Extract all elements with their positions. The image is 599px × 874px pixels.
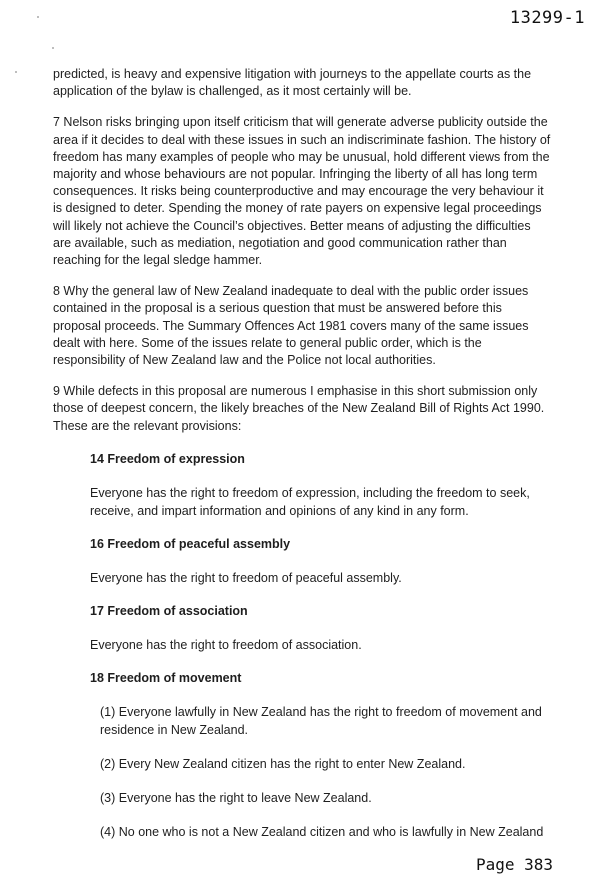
paragraph-8: 8 Why the general law of New Zealand inadequate to deal with the public order issues contained in the proposal is a serious question that must be answered before this proposal proceeds. The Summary Offences Act 1981 covers many of the same issues dealt with here. Some of the issues relate to general public order, which is the responsibility of New Zealand law and the Police not local authorities.	[53, 284, 529, 368]
scan-speck	[52, 47, 54, 49]
section-18-heading: 18 Freedom of movement	[90, 670, 242, 685]
section-18-clause-2: (2) Every New Zealand citizen has the right to enter New Zealand.	[100, 756, 466, 771]
scan-speck	[37, 16, 39, 18]
section-16-text: Everyone has the right to freedom of peaceful assembly.	[90, 570, 402, 585]
paragraph-continued: predicted, is heavy and expensive litigation with journeys to the appellate courts as the application of the bylaw is challenged, as it most certainly will be.	[53, 67, 532, 99]
section-14-heading: 14 Freedom of expression	[90, 451, 245, 466]
document-body	[53, 66, 551, 857]
paragraph-9: 9 While defects in this proposal are numerous I emphasise in this short submission only those of deepest concern, the likely breaches of the New Zealand Bill of Rights Act 1990. These are the relevant provisions:	[53, 384, 545, 433]
section-18-clause-1: (1) Everyone lawfully in New Zealand has the right to freedom of movement and residence in New Zealand.	[100, 704, 542, 737]
section-18-clause-4: (4) No one who is not a New Zealand citizen and who is lawfully in New Zealand	[100, 824, 544, 839]
section-18-clause-3: (3) Everyone has the right to leave New Zealand.	[100, 790, 372, 805]
section-16	[90, 536, 550, 587]
section-14	[90, 451, 550, 520]
section-17	[90, 603, 550, 654]
document-number: 13299-1	[509, 8, 585, 28]
section-18	[90, 670, 550, 841]
section-17-text: Everyone has the right to freedom of association.	[90, 637, 362, 652]
scan-speck	[15, 71, 17, 73]
page-number: Page 383	[476, 855, 554, 874]
section-17-heading: 17 Freedom of association	[90, 603, 248, 618]
paragraph-7: 7 Nelson risks bringing upon itself criticism that will generate adverse publicity outside the area if it decides to deal with these issues in such an indiscriminate fashion. The history of freedom has many examples of people who may be unusual, hold different views from the majority and whose behaviours are not popular. Infringing the liberty of all has long term consequences. It risks being counterproductive and may encourage the very behaviour it is designed to deter. Spending the money of rate payers on expensive legal proceedings will likely not achieve the Council’s objectives. Better means of adjusting the difficulties are available, such as mediation, negotiation and good communication rather than reaching for the legal sledge hammer.	[53, 115, 551, 268]
section-16-heading: 16 Freedom of peaceful assembly	[90, 536, 291, 551]
section-14-text: Everyone has the right to freedom of expression, including the freedom to seek, receive, and impart information and opinions of any kind in any form.	[90, 485, 530, 518]
